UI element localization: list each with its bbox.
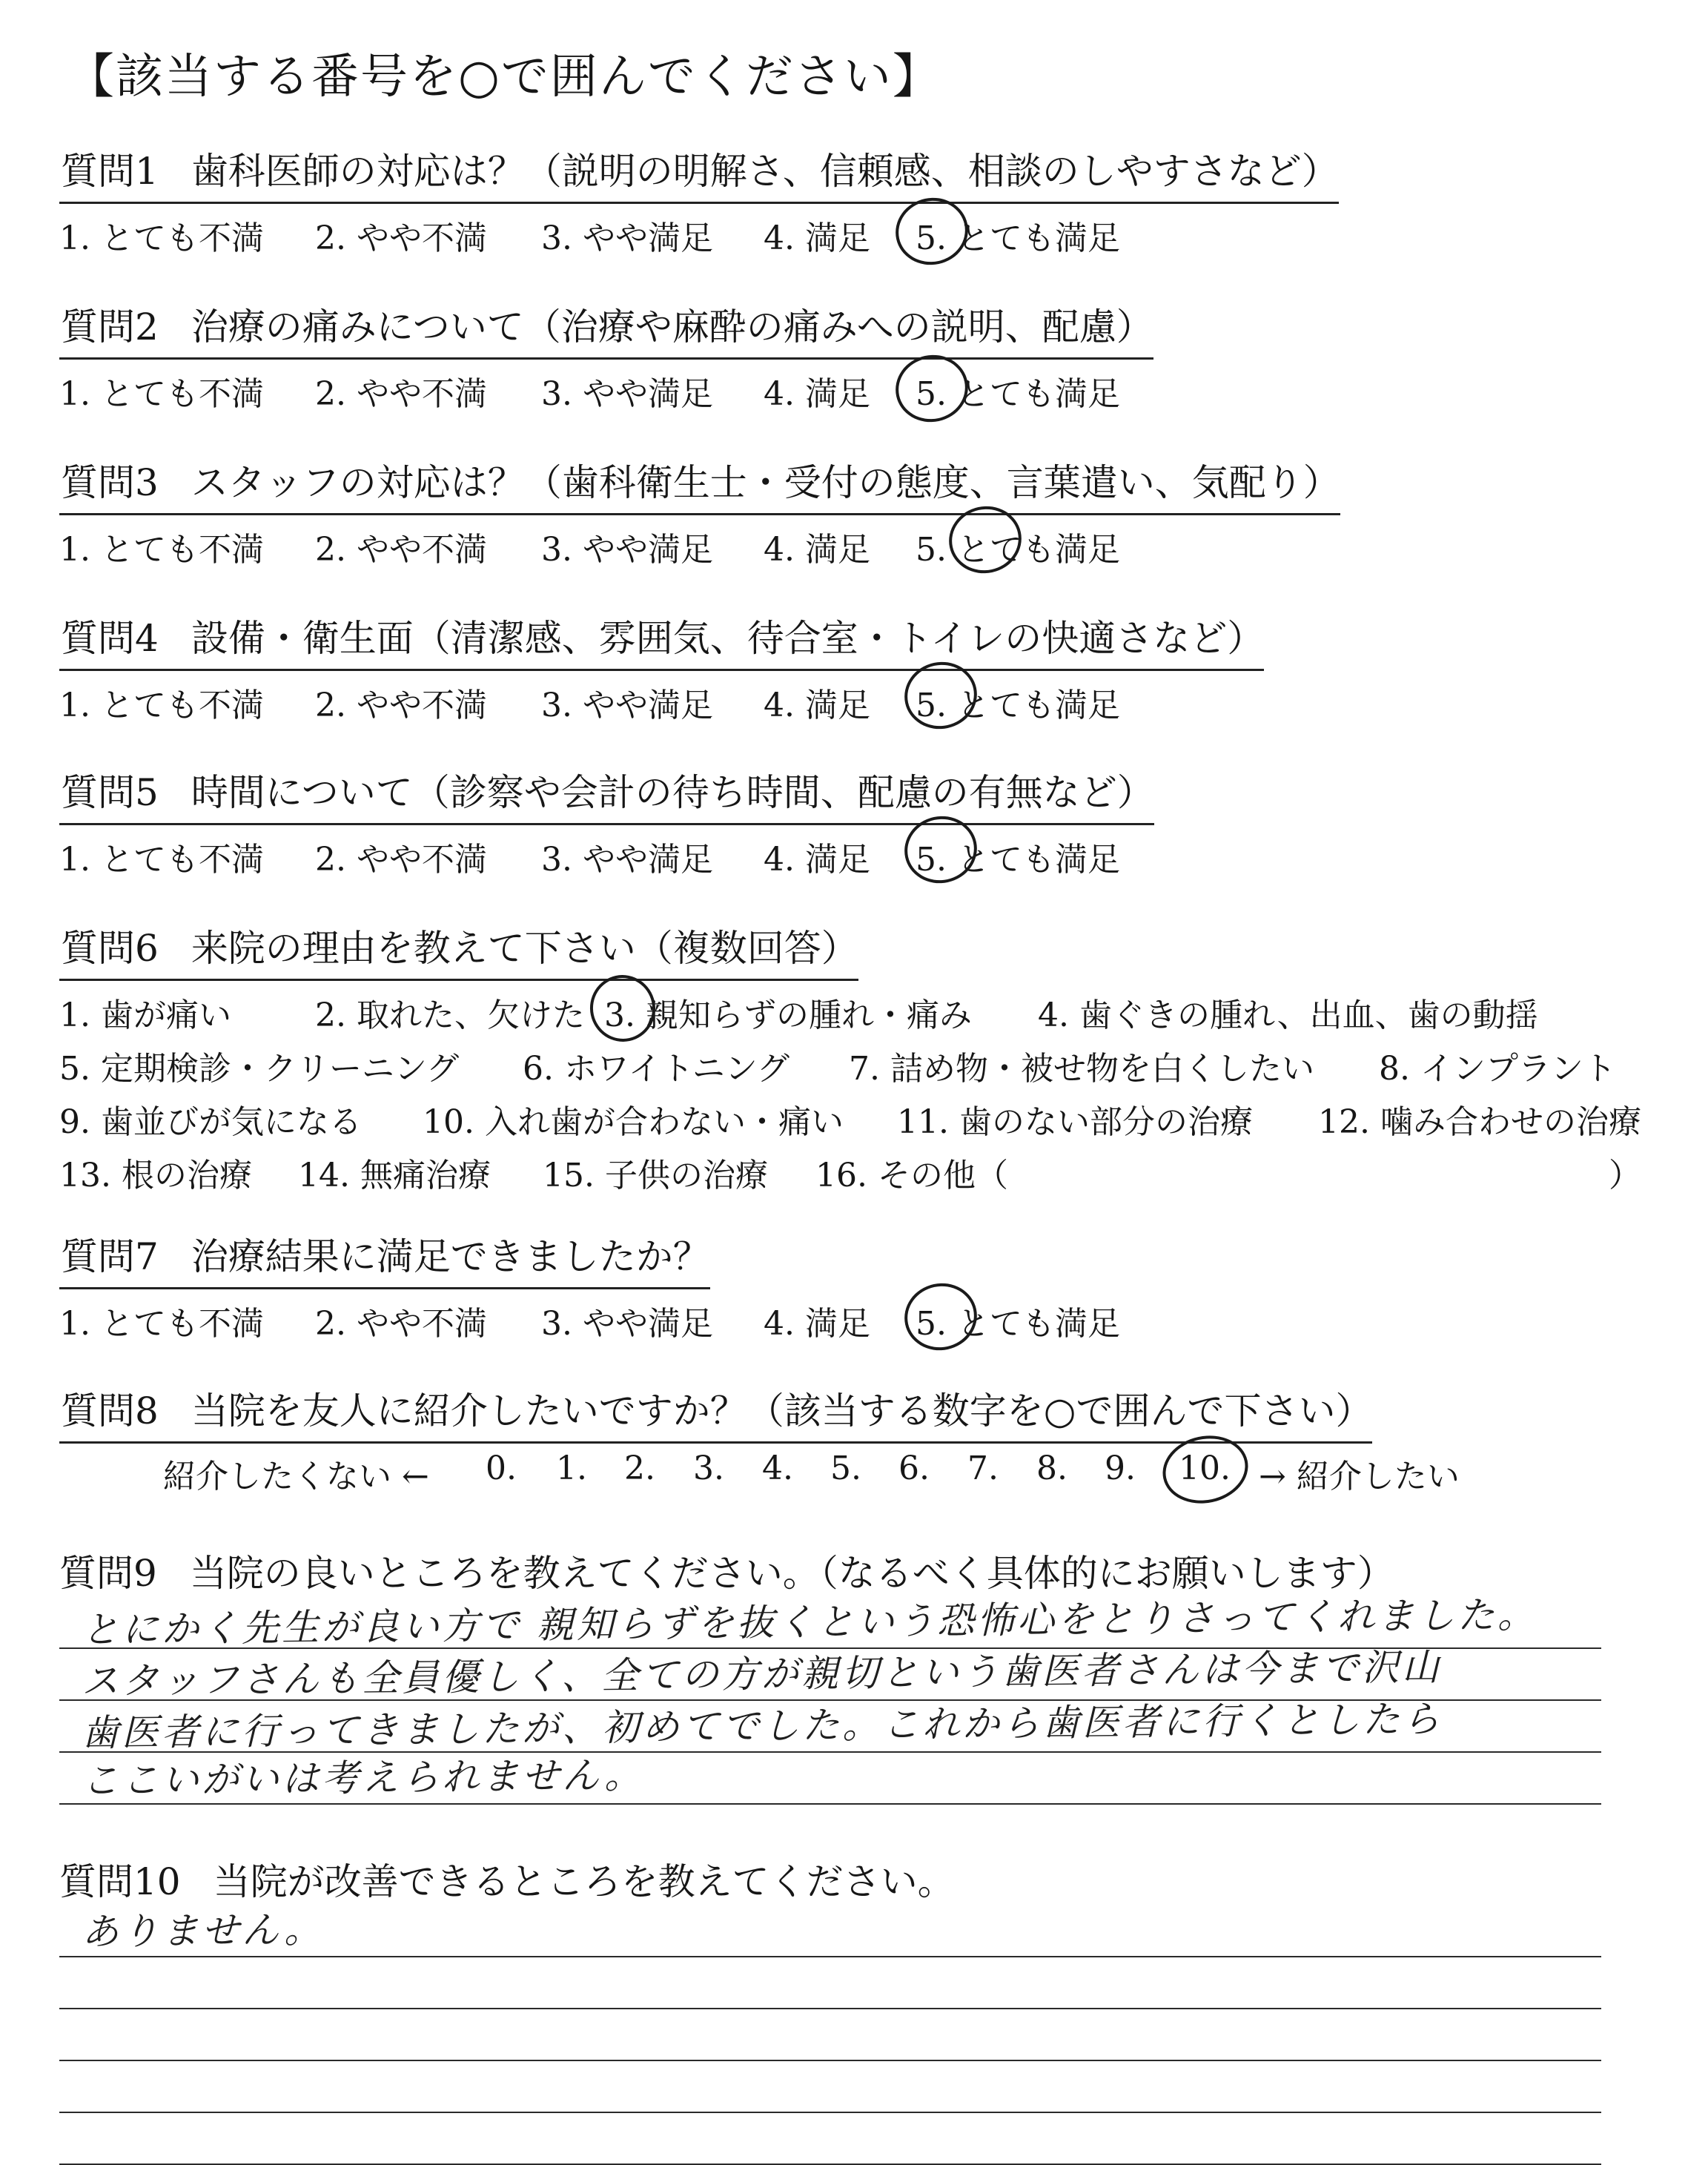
question-heading [59,1852,1601,1905]
question-text: 当院を友人に紹介したいですか？（該当する数字を○で囲んで下さい） [191,1389,1373,1432]
option-5[interactable]: 5. とても満足 [916,374,1120,413]
scale-10[interactable]: 10. [1179,1449,1231,1487]
reason-option-9[interactable]: 9. 歯並びが気になる [59,1103,362,1141]
option-2[interactable]: 2. やや不満 [315,374,487,413]
option-5[interactable]: 5. とても満足 [916,530,1120,569]
rating-options [59,678,1264,730]
answer-line [59,1905,1601,1957]
question-text: 歯科医師の対応は？（説明の明解さ、信頼感、相談のしやすさなど） [191,150,1339,193]
option-3[interactable]: 3. やや満足 [541,1304,713,1343]
question-number: 質問3 [61,461,159,504]
rating-options [59,523,1340,575]
question-4 [59,615,1264,730]
option-5[interactable]: 5. とても満足 [916,1304,1120,1343]
reason-row [59,1042,1616,1095]
handwritten-answer: ありません。 [81,1908,325,1954]
reason-option-4[interactable]: 4. 歯ぐきの腫れ、出血、歯の動揺 [1038,996,1538,1034]
scale-9[interactable]: 9. [1105,1449,1136,1487]
option-1[interactable]: 1. とても不満 [59,840,264,879]
scale-low-label: 紹介したくない ← [163,1457,429,1495]
question-text: 当院の良いところを教えてください。（なるべく具体的にお願いします） [189,1552,1394,1595]
answer-line [59,1753,1601,1805]
reason-option-3[interactable]: 3. 親知らずの腫れ・痛み [604,996,972,1034]
question-text: 来院の理由を教えて下さい（複数回答） [191,927,858,970]
scale-4[interactable]: 4. [762,1449,793,1487]
rating-options [59,833,1154,885]
reason-row [59,988,1538,1042]
question-heading [59,1388,1372,1435]
reason-row [59,1095,1641,1148]
option-4[interactable]: 4. 満足 [764,219,870,257]
option-3[interactable]: 3. やや満足 [541,840,713,879]
question-6 [59,925,1641,1202]
question-5 [59,770,1154,885]
scale-3[interactable]: 3. [693,1449,724,1487]
recommend-scale [59,1449,1460,1501]
option-3[interactable]: 3. やや満足 [541,374,713,413]
handwritten-answer: とにかく先生が良い方で 親知らずを抜くという恐怖心をとりさってくれました。 [81,1593,1538,1652]
scale-1[interactable]: 1. [556,1449,587,1487]
reason-option-14[interactable]: 14. 無痛治療 [298,1156,491,1194]
reason-options [59,988,1641,1202]
handwritten-answer: スタッフさんも全員優しく、全ての方が親切という歯医者さんは今まで沢山 [81,1645,1443,1703]
reason-option-2[interactable]: 2. 取れた、欠けた [315,996,585,1034]
option-4[interactable]: 4. 満足 [764,530,870,569]
option-4[interactable]: 4. 満足 [764,840,870,879]
reason-option-7[interactable]: 7. 詰め物・被せ物を白くしたい [849,1049,1314,1088]
option-3[interactable]: 3. やや満足 [541,219,713,257]
answer-line [59,1697,1601,1755]
reason-option-5[interactable]: 5. 定期検診・クリーニング [59,1049,460,1088]
answer-line [59,2113,1601,2165]
option-3[interactable]: 3. やや満足 [541,530,713,569]
reason-option-13[interactable]: 13. 根の治療 [59,1156,252,1194]
question-text: 治療の痛みについて（治療や麻酔の痛みへの説明、配慮） [191,305,1153,348]
question-heading [59,770,1154,816]
selected-circle-mark [890,348,975,428]
option-2[interactable]: 2. やや不満 [315,686,487,724]
option-4[interactable]: 4. 満足 [764,686,870,724]
question-1 [59,148,1339,263]
scale-7[interactable]: 7. [967,1449,999,1487]
question-number: 質問10 [59,1860,181,1903]
scale-8[interactable]: 8. [1036,1449,1068,1487]
reason-option-1[interactable]: 1. 歯が痛い [59,996,231,1034]
option-1[interactable]: 1. とても不満 [59,686,264,724]
question-number: 質問8 [61,1389,159,1432]
page-title: 【該当する番号を○で囲んでください】 [67,50,941,105]
question-text: 治療結果に満足できましたか？ [191,1235,710,1278]
answer-line [59,2061,1601,2113]
answer-line [59,2009,1601,2061]
answer-line [59,1957,1601,2009]
question-text: 当院が改善できるところを教えてください。 [213,1860,955,1903]
question-heading [59,925,858,972]
option-4[interactable]: 4. 満足 [764,1304,870,1343]
reason-option-11[interactable]: 11. 歯のない部分の治療 [897,1103,1253,1141]
scale-6[interactable]: 6. [898,1449,930,1487]
question-10 [59,1852,1601,2165]
reason-option-16[interactable]: 16. その他（ [815,1156,1008,1194]
question-heading [59,1234,710,1280]
question-number: 質問2 [61,305,159,348]
option-3[interactable]: 3. やや満足 [541,686,713,724]
option-5[interactable]: 5. とても満足 [916,686,1120,724]
rating-options [59,367,1153,419]
option-5[interactable]: 5. とても満足 [916,840,1120,879]
option-2[interactable]: 2. やや不満 [315,219,487,257]
reason-option-10[interactable]: 10. 入れ歯が合わない・痛い [423,1103,844,1141]
question-heading [59,304,1153,351]
question-number: 質問6 [61,927,159,970]
option-1[interactable]: 1. とても不満 [59,219,264,257]
question-8 [59,1388,1460,1501]
other-close-paren: ） [1609,1156,1641,1194]
question-text: 設備・衛生面（清潔感、雰囲気、待合室・トイレの快適さなど） [191,617,1265,660]
option-2[interactable]: 2. やや不満 [315,1304,487,1343]
question-number: 質問4 [61,617,159,660]
option-2[interactable]: 2. やや不満 [315,530,487,569]
option-4[interactable]: 4. 満足 [764,374,870,413]
reason-option-6[interactable]: 6. ホワイトニング [523,1049,790,1088]
reason-row [59,1148,1641,1202]
option-5[interactable]: 5. とても満足 [916,219,1120,257]
rating-options [59,1297,1120,1349]
question-heading [59,615,1264,662]
reason-option-8[interactable]: 8. インプラント [1379,1049,1616,1088]
question-number: 質問9 [59,1552,157,1595]
question-text: スタッフの対応は？（歯科衛生士・受付の態度、言葉遣い、気配り） [191,461,1340,504]
option-2[interactable]: 2. やや不満 [315,840,487,879]
question-number: 質問7 [61,1235,159,1278]
question-9 [59,1544,1601,1805]
question-heading [59,460,1340,506]
answer-lines [59,1593,1601,1805]
question-7 [59,1234,1120,1349]
selected-circle-mark [1156,1427,1254,1510]
scale-2[interactable]: 2. [624,1449,655,1487]
option-1[interactable]: 1. とても不満 [59,374,264,413]
question-2 [59,304,1153,419]
question-number: 質問1 [61,150,159,193]
scale-0[interactable]: 0. [486,1449,517,1487]
handwritten-answer: ここいがいは考えられません。 [81,1754,645,1802]
question-3 [59,460,1340,575]
reason-option-12[interactable]: 12. 噛み合わせの治療 [1318,1103,1641,1141]
option-1[interactable]: 1. とても不満 [59,530,264,569]
rating-options [59,211,1339,263]
question-heading [59,148,1339,195]
question-text: 時間について（診察や会計の待ち時間、配慮の有無など） [191,771,1154,814]
handwritten-answer: 歯医者に行ってきましたが、初めてでした。これから歯医者に行くとしたら [81,1697,1443,1755]
scale-high-label: → 紹介したい [1259,1457,1460,1495]
option-1[interactable]: 1. とても不満 [59,1304,264,1343]
question-number: 質問5 [61,771,159,814]
answer-lines [59,1905,1601,2165]
scale-5[interactable]: 5. [830,1449,861,1487]
selected-circle-mark [898,1276,984,1356]
reason-option-15[interactable]: 15. 子供の治療 [543,1156,768,1194]
